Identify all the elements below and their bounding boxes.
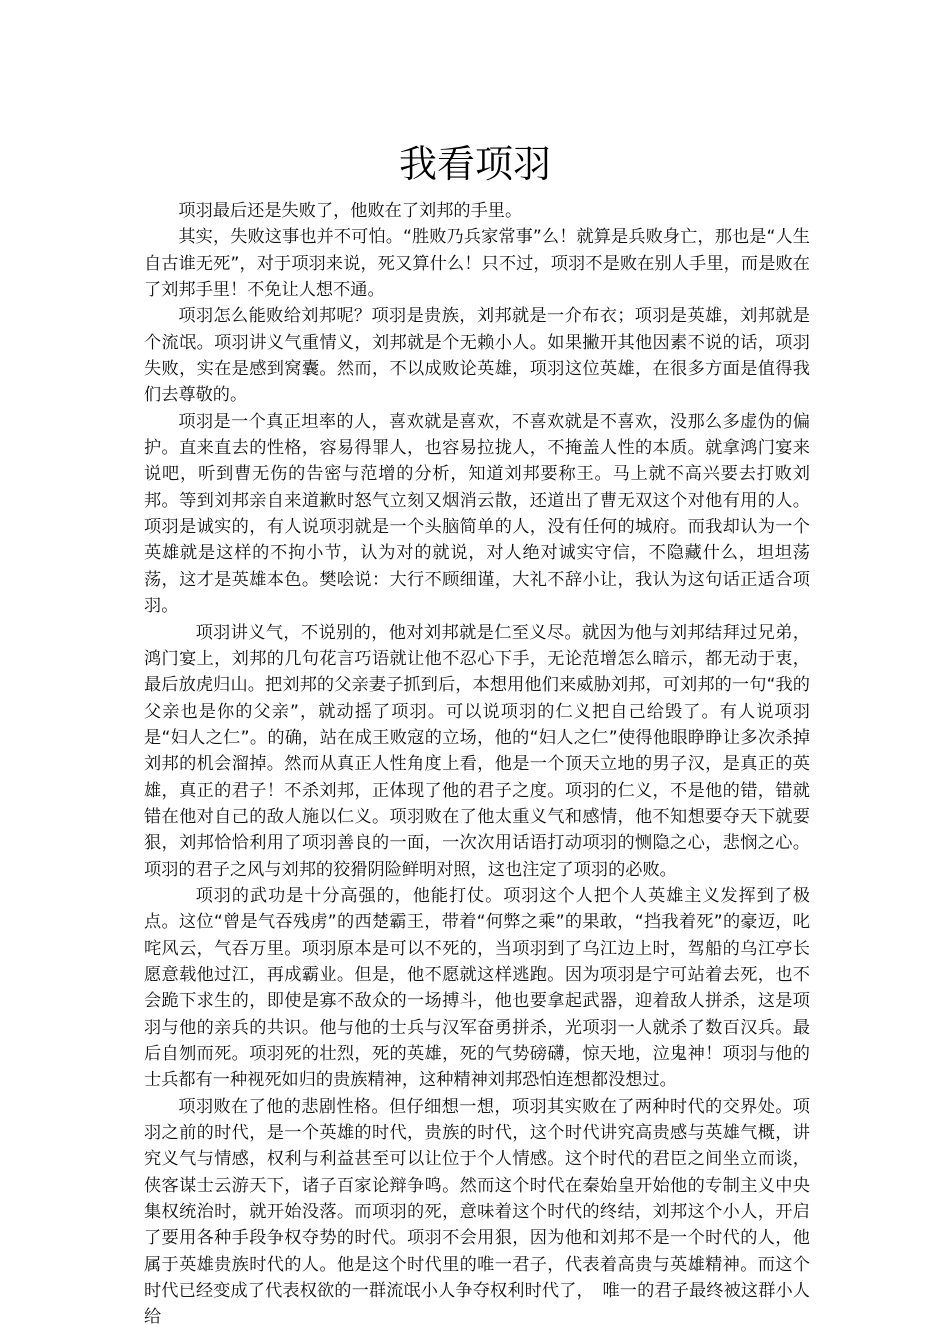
document-title: 我看项羽	[398, 142, 551, 186]
paragraph-3: 项羽怎么能败给刘邦呢？项羽是贵族，刘邦就是一介布衣；项羽是英雄，刘邦就是个流氓。项羽讲义气重情义，刘邦就是个无赖小人。如果撇开其他因素不说的话，项羽失败，实在是感到窝囊。然而，不以成败论英雄，项羽这位英雄，在很多方面是值得我们去尊敬的。	[144, 306, 810, 406]
paragraph-2: 其实，失败这事也并不可怕。“胜败乃兵家常事”么！就算是兵败身亡，那也是“人生自古谁无死”，对于项羽来说，死又算什么！只不过，项羽不是败在别人手里，而是败在了刘邦手里！不免让人想不通。	[144, 227, 810, 301]
paragraph-5: 项羽讲义气，不说别的，他对刘邦就是仁至义尽。就因为他与刘邦结拜过兄弟，鸿门宴上，刘邦的几句花言巧语就让他不忍心下手，无论范增怎么暗示，都无动于衷，最后放虎归山。把刘邦的父亲妻子抓到后，本想用他们来威胁刘邦，可刘邦的一句“我的父亲也是你的父亲”，就动摇了项羽。可以说项羽的仁义把自己给毁了。有人说项羽是“妇人之仁”。的确，站在成王败寇的立场，他的“妇人之仁”使得他眼睁睁让多次杀掉刘邦的机会溜掉。然而从真正人性角度上看，他是一个顶天立地的男子汉，是真正的英雄，真正的君子！不杀刘邦，正体现了他的君子之度。项羽的仁义，不是他的错，错就错在他对自己的敌人施以仁义。项羽败在了他太重义气和感情，他不知想要夺天下就要狠，刘邦恰恰利用了项羽善良的一面，一次次用话语打动项羽的恻隐之心，悲悯之心。项羽的君子之风与刘邦的狡猾阴险鲜明对照，这也注定了项羽的必败。	[144, 622, 810, 880]
paragraph-4: 项羽是一个真正坦率的人，喜欢就是喜欢，不喜欢就是不喜欢，没那么多虚伪的偏护。直来直去的性格，容易得罪人，也容易拉拢人，不掩盖人性的本质。就拿鸿门宴来说吧，听到曹无伤的告密与范增的分析，知道刘邦要称王。马上就不高兴要去打败刘邦。等到刘邦亲自来道歉时怒气立刻又烟消云散，还道出了曹无双这个对他有用的人。项羽是诚实的，有人说项羽就是一个头脑简单的人，没有任何的城府。而我却认为一个英雄就是这样的不拘小节，认为对的就说，对人绝对诚实守信，不隐藏什么，坦坦荡荡，这才是英雄本色。樊哙说：大行不顾细谨，大礼不辞小让，我认为这句话正适合项羽。	[144, 411, 810, 617]
paragraph-1: 项羽最后还是失败了，他败在了刘邦的手里。	[178, 201, 523, 221]
paragraph-7: 项羽败在了他的悲剧性格。但仔细想一想，项羽其实败在了两种时代的交界处。项羽之前的时代，是一个英雄的时代，贵族的时代，这个时代讲究高贵感与英雄气概，讲究义气与情感，权利与利益甚至可以让位于个人情感。这个时代的君臣之间坐立而谈，侠客谋士云游天下，诸子百家论辩争鸣。然而这个时代在秦始皇开始他的专制主义中央集权统治时，就开始没落。而项羽的死，意味着这个时代的终结，刘邦这个小人，开启了要用各种手段争权夺势的时代。项羽不会用狠，因为他和刘邦不是一个时代的人，他属于英雄贵族时代的人。他是这个时代里的唯一君子，代表着高贵与英雄精神。而这个时代已经变成了代表权欲的一群流氓小人争夺权利时代了， 唯一的君子最终被这群小人给	[144, 1096, 810, 1328]
paragraph-6: 项羽的武功是十分高强的，他能打仗。项羽这个人把个人英雄主义发挥到了极点。这位“曾是气吞残虏”的西楚霸王，带着“何弊之乘”的果敢，“挡我着死”的豪迈，叱咤风云，气吞万里。项羽原本是可以不死的，当项羽到了乌江边上时，驾船的乌江亭长愿意载他过江，再成霸业。但是，他不愿就这样逃跑。因为项羽是宁可站着去死，也不会跪下求生的，即使是寡不敌众的一场搏斗，他也要拿起武器，迎着敌人拼杀，这是项羽与他的亲兵的共识。他与他的士兵与汉军奋勇拼杀，光项羽一人就杀了数百汉兵。最后自刎而死。项羽死的壮烈，死的英雄，死的气势磅礴，惊天地，泣鬼神！项羽与他的士兵都有一种视死如归的贵族精神，这种精神刘邦恐怕连想都没想过。	[144, 885, 810, 1091]
document-body	[144, 198, 810, 1331]
